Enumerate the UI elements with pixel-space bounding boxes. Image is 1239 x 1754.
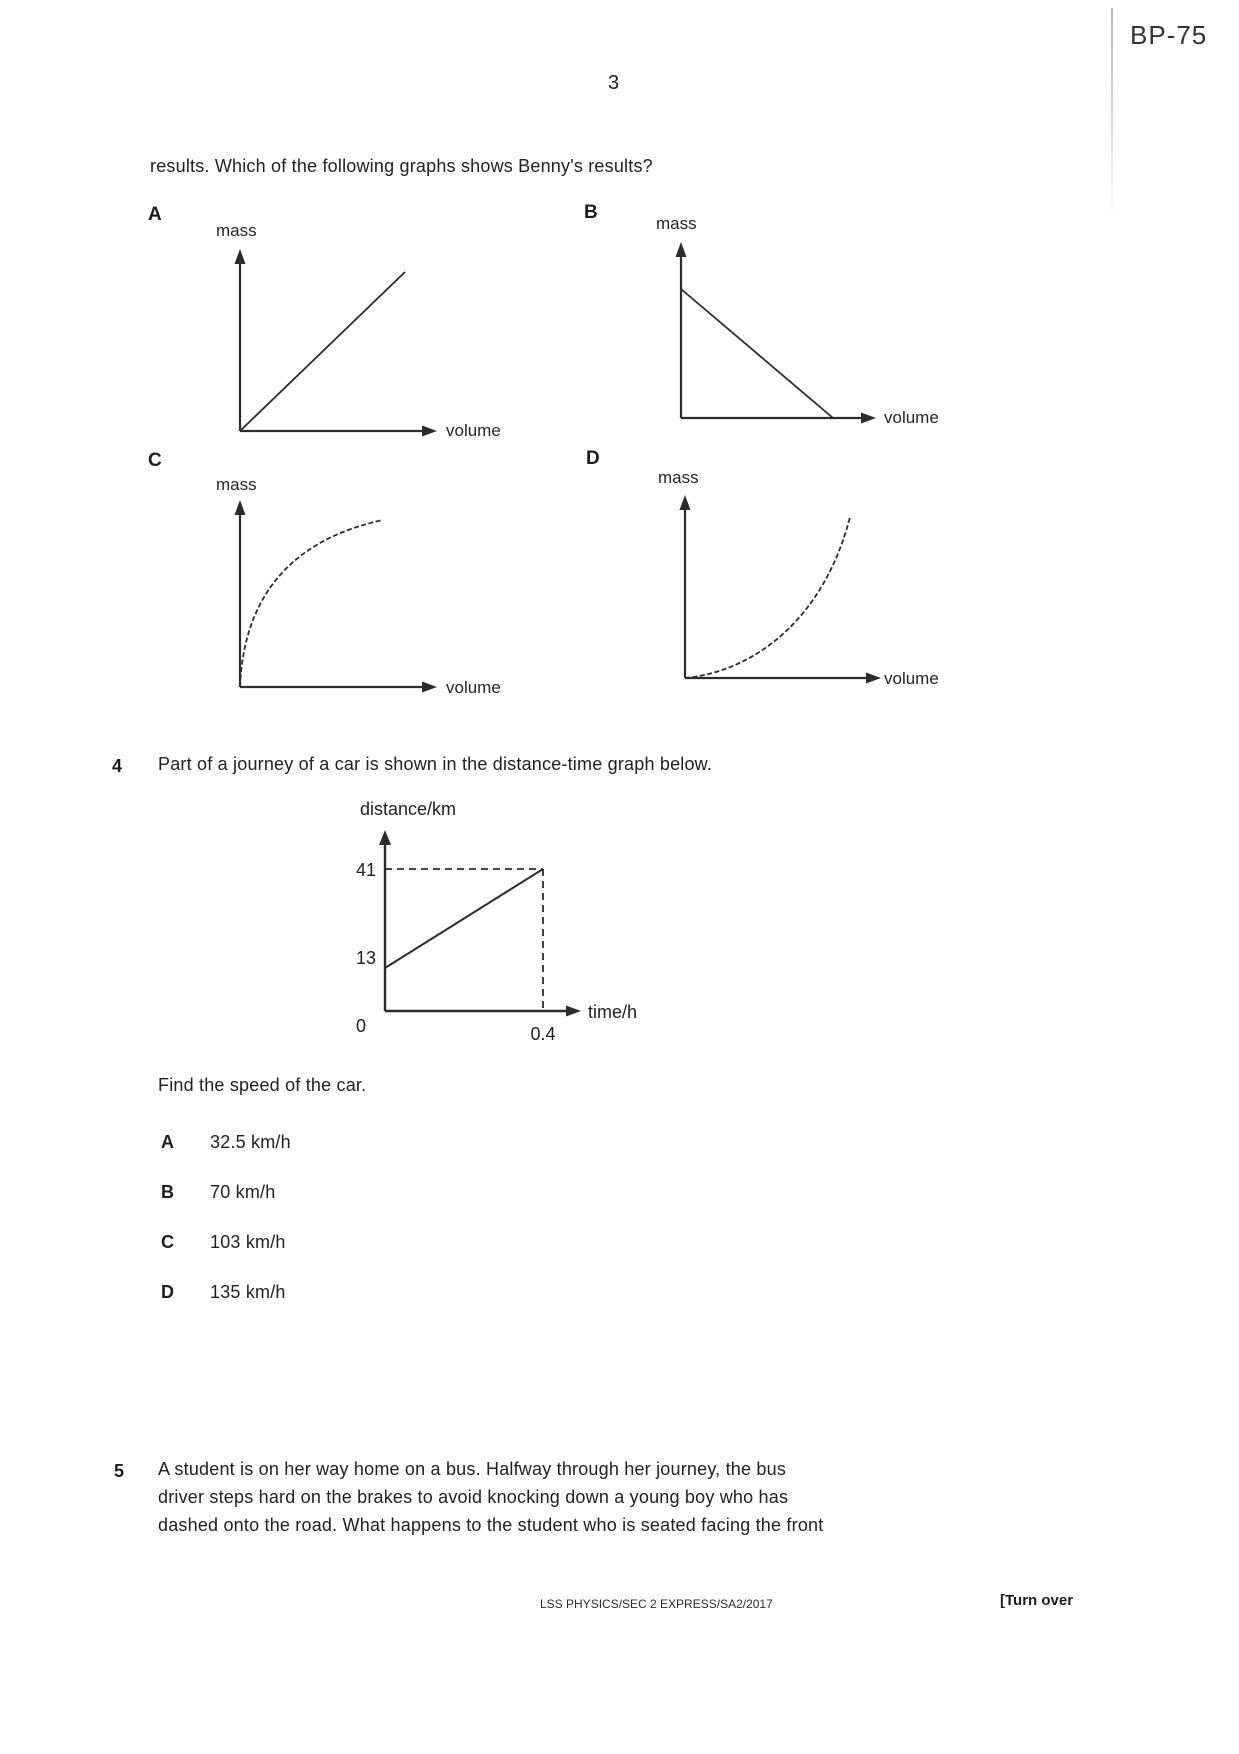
graph-b-y-axis-label: mass [656,214,697,233]
option-a-letter: A [161,1132,174,1152]
graph-a-label: A [148,204,162,225]
dt-graph-tick-13: 13 [355,948,376,968]
option-b-letter: B [161,1182,174,1202]
question5-number: 5 [114,1461,125,1481]
graph-b-plot [669,236,894,431]
option-b-text: 70 km/h [210,1182,276,1202]
option-d-text: 135 km/h [210,1282,286,1302]
option-c-letter: C [161,1232,174,1252]
graph-c-x-axis-label: volume [446,678,501,697]
graph-c-y-axis-label: mass [216,475,257,494]
dt-graph-x-axis-label: time/h [588,1002,638,1022]
dt-graph-tick-41: 41 [355,860,376,880]
page-number: 3 [608,72,620,94]
graph-d-label: D [586,448,600,469]
graph-c-plot [228,495,453,700]
dt-graph-tick-04: 0.4 [530,1024,556,1044]
graph-d-plot [673,490,898,690]
graph-a-x-axis-label: volume [446,421,501,440]
graph-a-y-axis-label: mass [216,221,257,240]
option-d-letter: D [161,1282,174,1302]
graph-b-label: B [584,202,598,223]
graph-d-y-axis-label: mass [658,468,699,487]
dt-graph-plot [340,818,685,1023]
footer-turn-over: [Turn over [1000,1592,1074,1609]
question4-number: 4 [112,756,123,776]
scan-artifact-line [1111,8,1113,220]
question5-stem-line2: driver steps hard on the brakes to avoid knocking down a young boy who has [158,1487,789,1507]
option-c-text: 103 km/h [210,1232,286,1252]
question5-stem-line3: dashed onto the road. What happens to the student who is seated facing the front [158,1515,824,1535]
footer-paper-code: LSS PHYSICS/SEC 2 EXPRESS/SA2/2017 [540,1597,773,1611]
page-code: BP-75 [1130,20,1208,50]
graph-a-plot [228,243,453,443]
graph-c-label: C [148,450,162,471]
question5-stem-line1: A student is on her way home on a bus. Halfway through her journey, the bus [158,1459,787,1479]
graph-d-x-axis-label: volume [884,669,939,688]
dt-graph-tick-origin: 0 [356,1016,367,1036]
question3-stem: results. Which of the following graphs shows Benny's results? [150,156,653,176]
dt-graph-y-axis-label: distance/km [360,799,457,819]
question4-prompt: Find the speed of the car. [158,1075,367,1095]
graph-b-x-axis-label: volume [884,408,939,427]
option-a-text: 32.5 km/h [210,1132,291,1152]
question4-stem: Part of a journey of a car is shown in the distance-time graph below. [158,754,713,774]
